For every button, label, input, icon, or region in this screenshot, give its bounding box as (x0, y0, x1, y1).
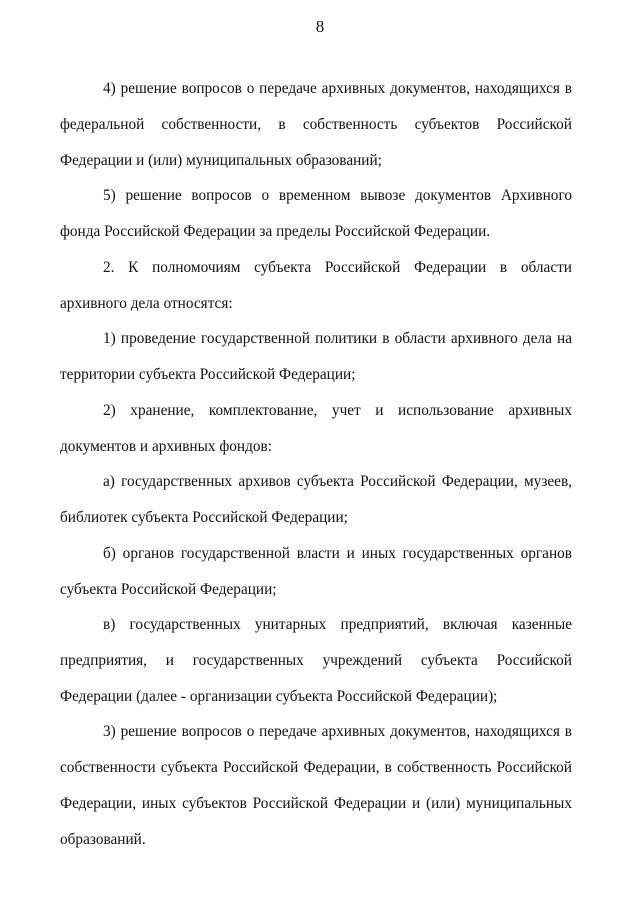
paragraph-line: в) государственных унитарных предприятий, включая казенные (103, 616, 572, 633)
paragraph-line: архивного дела относятся: (60, 295, 233, 312)
paragraph-line: б) органов государственной власти и иных государственных органов (103, 545, 572, 562)
paragraph-line: Федерации, иных субъектов Российской Федерации и (или) муниципальных (60, 795, 572, 812)
paragraph-line: 2) хранение, комплектование, учет и использование архивных (103, 402, 572, 419)
paragraph-line: 5) решение вопросов о временном вывозе документов Архивного (103, 187, 572, 204)
paragraph-line: 2. К полномочиям субъекта Российской Федерации в области (103, 259, 572, 276)
paragraph-line: собственности субъекта Российской Федерации, в собственность Российской (60, 759, 572, 776)
paragraph-line: 1) проведение государственной политики в области архивного дела на (103, 330, 572, 347)
paragraph-line: территории субъекта Российской Федерации; (60, 366, 356, 383)
paragraph-line: документов и архивных фондов: (60, 438, 273, 455)
paragraph-line: а) государственных архивов субъекта Российской Федерации, музеев, (103, 473, 572, 490)
paragraph-line: Федерации (далее - организации субъекта Российской Федерации); (60, 688, 498, 705)
paragraph-line: 3) решение вопросов о передаче архивных документов, находящихся в (103, 723, 572, 740)
paragraph-line: федеральной собственности, в собственность субъектов Российской (60, 116, 572, 133)
paragraph-line: фонда Российской Федерации за пределы Российской Федерации. (60, 223, 491, 240)
paragraph-line: субъекта Российской Федерации; (60, 581, 277, 598)
paragraph-line: библиотек субъекта Российской Федерации; (60, 509, 348, 526)
paragraph-line: предприятия, и государственных учреждений субъекта Российской (60, 652, 572, 669)
paragraph-line: 4) решение вопросов о передаче архивных документов, находящихся в (103, 80, 572, 97)
page-number: 8 (315, 17, 325, 36)
paragraph-line: Федерации и (или) муниципальных образований; (60, 152, 382, 169)
paragraph-line: образований. (60, 831, 146, 848)
